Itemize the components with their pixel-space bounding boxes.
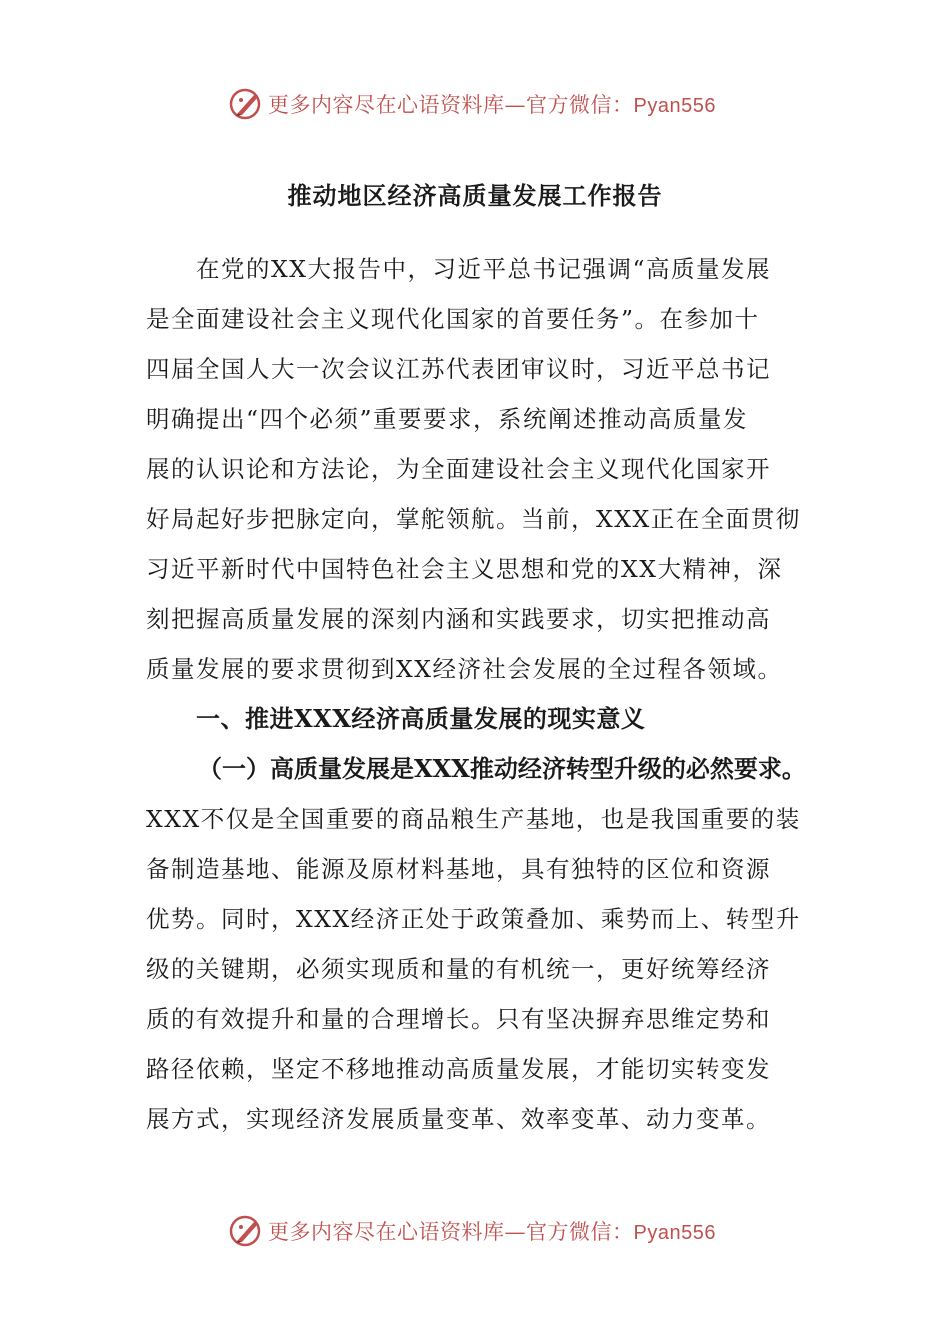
body-line: 展方式，实现经济发展质量变革、效率变革、动力变革。: [146, 1105, 771, 1133]
body-line: 备制造基地、能源及原材料基地，具有独特的区位和资源: [146, 855, 771, 883]
section-heading: 一、推进XXX经济高质量发展的现实意义: [196, 704, 646, 733]
intro-line: 四届全国人大一次会议江苏代表团审议时，习近平总书记: [146, 355, 771, 383]
body-line: 路径依赖，坚定不移地推动高质量发展，才能切实转变发: [146, 1055, 771, 1083]
body-line: XXX不仅是全国重要的商品粮生产基地，也是我国重要的装: [146, 805, 801, 833]
body-line: 质的有效提升和量的合理增长。只有坚决摒弃思维定势和: [146, 1005, 771, 1033]
wechat-id: Pyan556: [633, 95, 716, 117]
pen-logo-icon: [228, 86, 264, 122]
intro-line: 展的认识论和方法论，为全面建设社会主义现代化国家开: [146, 455, 771, 483]
intro-line: 明确提出“四个必须”重要要求，系统阐述推动高质量发: [146, 405, 749, 433]
intro-line: 习近平新时代中国特色社会主义思想和党的XX大精神，深: [146, 555, 783, 583]
pen-logo-icon: [228, 1213, 264, 1249]
intro-line: 是全面建设社会主义现代化国家的首要任务”。在参加十: [146, 305, 760, 333]
intro-line: 好局起好步把脉定向，掌舵领航。当前，XXX正在全面贯彻: [146, 505, 801, 533]
wechat-id: Pyan556: [633, 1222, 716, 1244]
intro-line: 质量发展的要求贯彻到XX经济社会发展的全过程各领域。: [146, 655, 783, 683]
document-title: 推动地区经济高质量发展工作报告: [287, 181, 663, 210]
intro-line: 刻把握高质量发展的深刻内涵和实践要求，切实把推动高: [146, 605, 771, 633]
watermark-banner-top: [228, 84, 748, 124]
watermark-text: 更多内容尽在心语资料库—官方微信：Pyan556: [268, 93, 716, 117]
body-line: 级的关键期，必须实现质和量的有机统一，更好统筹经济: [146, 955, 771, 983]
intro-line: 在党的XX大报告中，习近平总书记强调“高质量发展: [196, 255, 771, 283]
watermark-text: 更多内容尽在心语资料库—官方微信：Pyan556: [268, 1220, 716, 1244]
subsection-heading: （一）高质量发展是XXX推动经济转型升级的必然要求。: [198, 754, 806, 783]
watermark-banner-bottom: [228, 1211, 748, 1251]
body-line: 优势。同时，XXX经济正处于政策叠加、乘势而上、转型升: [146, 905, 801, 933]
